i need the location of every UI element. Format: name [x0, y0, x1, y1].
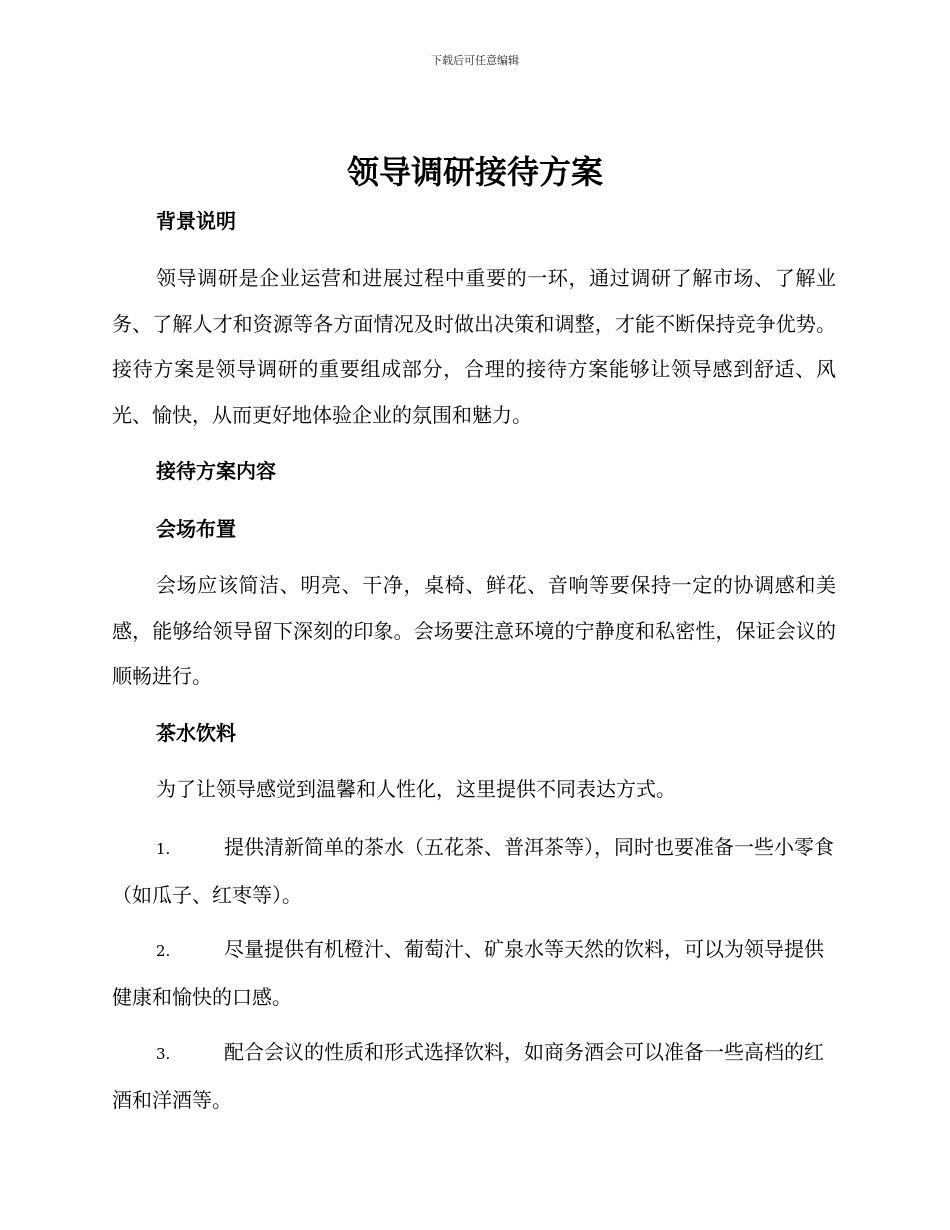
paragraph-tea-intro: 为了让领导感觉到温馨和人性化，这里提供不同表达方式。	[156, 777, 676, 801]
paragraph-background: 领导调研是企业运营和进展过程中重要的一环，通过调研了解市场、了解业务、了解人才和资源等各方面情况及时做出决策和调整，才能不断保持竞争优势。接待方案是领导调研的重要组成部分，合理的接待方案能够让领导感到舒适、风光、愉快，从而更好地体验企业的氛围和魅力。	[112, 266, 836, 427]
list-item	[112, 927, 836, 1020]
document-title: 领导调研接待方案	[346, 153, 603, 191]
page-header: 下载后可任意编辑	[431, 54, 519, 67]
list-item-number: 1.	[156, 840, 171, 858]
list-item	[112, 1030, 836, 1123]
list-item-number: 2.	[156, 942, 171, 960]
list-item-number: 3.	[156, 1045, 171, 1063]
section-heading-background: 背景说明	[156, 209, 236, 233]
section-heading-plan: 接待方案内容	[156, 459, 276, 483]
section-heading-venue: 会场布置	[156, 517, 236, 541]
section-heading-tea: 茶水饮料	[156, 721, 236, 745]
list-item-text: 尽量提供有机橙汁、葡萄汁、矿泉水等天然的饮料，可以为领导提供健康和愉快的口感。	[112, 937, 824, 1009]
list-item	[112, 825, 836, 918]
list-item-text: 提供清新简单的茶水（五花茶、普洱茶等），同时也要准备一些小零食（如瓜子、红枣等）。	[112, 835, 834, 907]
paragraph-venue: 会场应该简洁、明亮、干净，桌椅、鲜花、音响等要保持一定的协调感和美感，能够给领导留下深刻的印象。会场要注意环境的宁静度和私密性，保证会议的顺畅进行。	[112, 573, 836, 688]
list-item-text: 配合会议的性质和形式选择饮料，如商务酒会可以准备一些高档的红酒和洋酒等。	[112, 1040, 824, 1112]
